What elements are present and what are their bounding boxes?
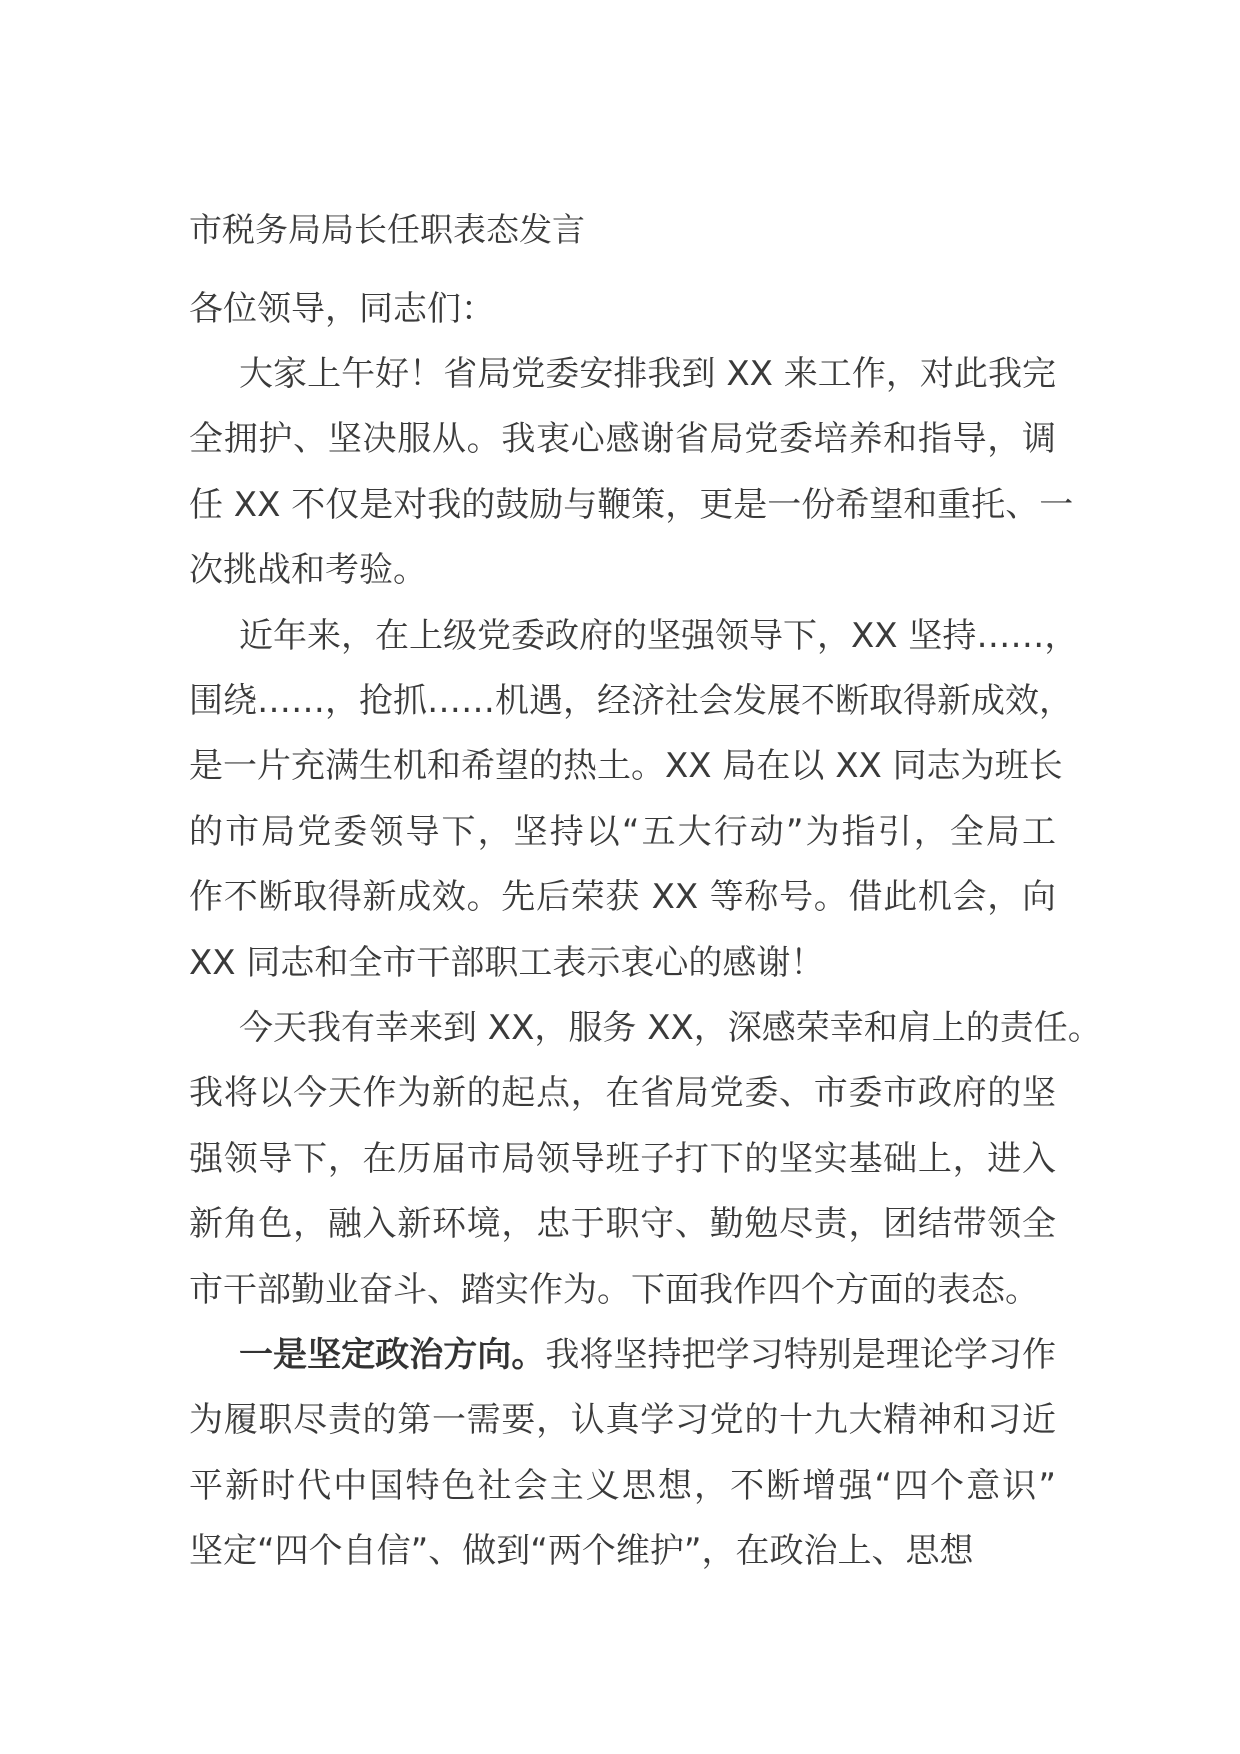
paragraph-line: 是一片充满生机和希望的热土。XX 局在以 XX 同志为班长 [189, 746, 1063, 787]
paragraph-line: 任 XX 不仅是对我的鼓励与鞭策，更是一份希望和重托、一 [189, 484, 1074, 525]
paragraph-line [239, 1335, 1056, 1375]
paragraph-line-text: 我将坚持把学习特别是理论学习作 [545, 1335, 1056, 1375]
paragraph-line: 新角色，融入新环境，忠于职守、勤勉尽责，团结带领全 [189, 1204, 1056, 1245]
paragraph-line: 我将以今天作为新的起点，在省局党委、市委市政府的坚 [189, 1073, 1056, 1114]
bold-lead: 一是坚定政治方向。 [239, 1335, 546, 1375]
paragraph-line: 今天我有幸来到 XX，服务 XX，深感荣幸和肩上的责任。 [239, 1008, 1102, 1048]
paragraph-line: 全拥护、坚决服从。我衷心感谢省局党委培养和指导，调 [189, 419, 1056, 460]
paragraph-line: 坚定“四个自信”、做到“两个维护”，在政治上、思想 [189, 1531, 974, 1572]
paragraph-line: 强领导下，在历届市局领导班子打下的坚实基础上，进入 [189, 1138, 1056, 1179]
paragraph-line: 为履职尽责的第一需要，认真学习党的十九大精神和习近 [189, 1400, 1056, 1441]
paragraph-line: 市干部勤业奋斗、踏实作为。下面我作四个方面的表态。 [189, 1269, 1039, 1310]
paragraph-line: 的市局党委领导下，坚持以“五大行动”为指引，全局工 [189, 811, 1056, 852]
paragraph-line: XX 同志和全市干部职工表示衷心的感谢！ [189, 942, 825, 983]
document-title: 市税务局局长任职表态发言 [189, 210, 585, 249]
paragraph-line: 次挑战和考验。 [189, 550, 427, 591]
greeting: 各位领导，同志们： [189, 289, 495, 329]
paragraph-line: 近年来，在上级党委政府的坚强领导下，XX 坚持……， [239, 615, 1079, 656]
paragraph-line: 大家上午好！省局党委安排我到 XX 来工作，对此我完 [239, 354, 1056, 394]
paragraph-line: 围绕……，抢抓……机遇，经济社会发展不断取得新成效， [189, 681, 1073, 721]
paragraph-line: 作不断取得新成效。先后荣获 XX 等称号。借此机会，向 [189, 877, 1056, 918]
paragraph-line: 平新时代中国特色社会主义思想，不断增强“四个意识” [189, 1465, 1056, 1506]
